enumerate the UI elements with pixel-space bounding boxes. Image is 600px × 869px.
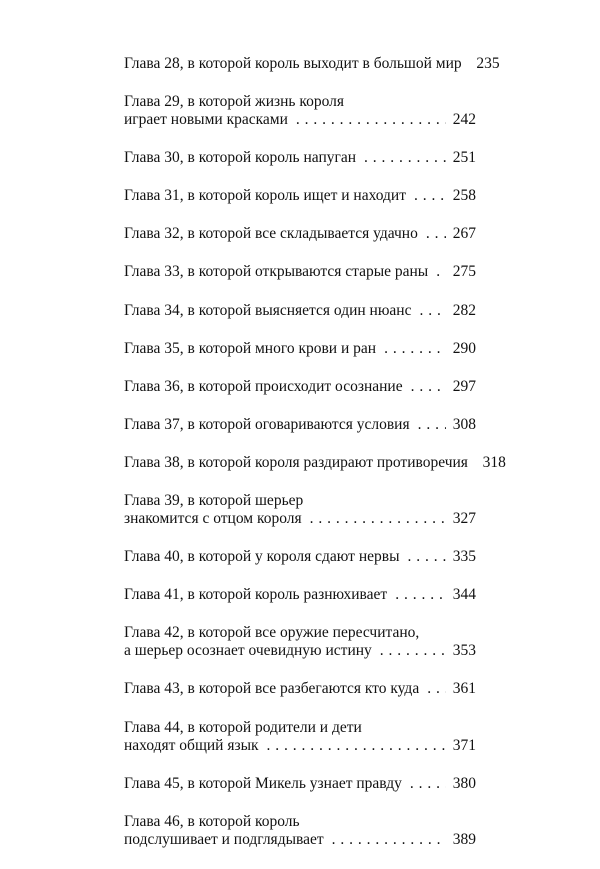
toc-page-number: 258 [452, 187, 476, 205]
toc-entry-title: Глава 35, в которой много крови и ран [124, 339, 377, 357]
toc-entry-title: знакомится с отцом короля [124, 510, 302, 528]
toc-entry-line [124, 831, 476, 849]
toc-entry-line [124, 225, 476, 243]
toc-entry [124, 624, 476, 660]
toc-entry-line [124, 416, 476, 434]
toc-entry-title: Глава 29, в которой жизнь короля [124, 93, 345, 111]
toc-entry-line [124, 55, 500, 73]
toc-entry-title: Глава 44, в которой родители и дети [124, 718, 362, 736]
toc-page-number: 308 [452, 415, 476, 433]
toc-entry [124, 416, 476, 434]
toc-page-number: 353 [452, 642, 476, 660]
toc-entry-line [124, 111, 476, 129]
dot-leader [310, 510, 446, 528]
toc-page-number: 361 [452, 680, 476, 698]
toc-entry-title: играет новыми красками [124, 111, 288, 129]
dot-leader [332, 831, 446, 849]
toc-entry [124, 93, 476, 129]
toc-entry-title: а шерьер осознает очевидную истину [124, 642, 372, 660]
toc-entry [124, 340, 476, 358]
dot-leader [427, 680, 446, 698]
dot-leader [384, 340, 446, 358]
toc-entry-title: Глава 39, в которой шерьер [124, 492, 304, 510]
toc-page-number: 275 [452, 263, 476, 281]
toc-entry [124, 263, 476, 281]
toc-entry-line [124, 586, 476, 604]
toc-entry [124, 813, 476, 849]
toc-entry-line [124, 378, 476, 396]
toc-entry [124, 149, 476, 167]
toc-entry-line [124, 187, 476, 205]
toc-entry-line [124, 302, 476, 320]
toc-entry-line [124, 737, 476, 755]
toc-entry [124, 680, 476, 698]
toc-page-number: 327 [452, 510, 476, 528]
toc-entry [124, 55, 500, 73]
toc-page-number: 344 [452, 586, 476, 604]
toc-entry-title: Глава 31, в которой король ищет и находит [124, 187, 406, 205]
toc-entry-line [124, 340, 476, 358]
toc-page-number: 380 [452, 774, 476, 792]
toc-entry-title: Глава 46, в которой король [124, 812, 300, 830]
toc-entry [124, 586, 476, 604]
toc-entry [124, 302, 476, 320]
toc-entry-title: Глава 30, в которой король напуган [124, 149, 357, 167]
table-of-contents [124, 55, 506, 869]
dot-leader [407, 548, 446, 566]
toc-entry-title: Глава 43, в которой все разбегаются кто куда [124, 680, 420, 698]
toc-entry [124, 492, 476, 528]
toc-entry-title: подслушивает и подглядывает [124, 830, 324, 848]
toc-page-number: 290 [452, 339, 476, 357]
toc-page-number: 335 [452, 548, 476, 566]
toc-page-number: 297 [452, 377, 476, 395]
toc-entry-line [124, 453, 506, 472]
toc-page-number: 242 [452, 111, 476, 129]
dot-leader [410, 775, 446, 793]
toc-entry-line [124, 263, 476, 281]
toc-entry-line [124, 680, 476, 698]
toc-entry-line [124, 719, 476, 737]
dot-leader [411, 378, 446, 396]
toc-entry [124, 453, 506, 472]
toc-entry [124, 378, 476, 396]
toc-page-number: 389 [452, 830, 476, 848]
toc-entry-title: Глава 32, в которой все складывается удачно [124, 225, 418, 243]
toc-entry-title: Глава 36, в которой происходит осознание [124, 377, 403, 395]
toc-entry-title: Глава 28, в которой король выходит в большой мир [124, 55, 462, 72]
toc-page-number: 267 [452, 225, 476, 243]
toc-entry-title: Глава 37, в которой оговариваются условия [124, 415, 410, 433]
toc-entry-line [124, 149, 476, 167]
toc-entry [124, 548, 476, 566]
toc-entry-line [124, 813, 476, 831]
toc-entry-title: Глава 33, в которой открываются старые раны [124, 263, 429, 281]
toc-entry-title: Глава 34, в которой выясняется один нюанс [124, 301, 412, 319]
toc-entry-line [124, 510, 476, 528]
dot-leader [380, 642, 446, 660]
toc-entry-title: Глава 38, в которой короля раздирают противоречия [124, 453, 468, 471]
dot-leader [419, 302, 446, 320]
toc-page-number: 235 [476, 55, 500, 72]
toc-entry [124, 775, 476, 793]
toc-entry-line [124, 775, 476, 793]
toc-entry [124, 719, 476, 755]
dot-leader [364, 149, 446, 167]
toc-entry-title: Глава 42, в которой все оружие пересчитано, [124, 624, 420, 642]
dot-leader [267, 737, 446, 755]
dot-leader [418, 416, 446, 434]
dot-leader [436, 263, 446, 281]
toc-entry [124, 225, 476, 243]
toc-page-number: 318 [482, 453, 506, 471]
toc-entry-line [124, 624, 476, 642]
toc-page-number: 282 [452, 301, 476, 319]
toc-entry-title: находят общий язык [124, 736, 259, 754]
toc-entry [124, 187, 476, 205]
dot-leader [426, 225, 446, 243]
toc-entry-title: Глава 45, в которой Микель узнает правду [124, 774, 402, 792]
toc-entry-title: Глава 41, в которой король разнюхивает [124, 586, 388, 604]
toc-page-number: 371 [452, 736, 476, 754]
toc-entry-line [124, 93, 476, 111]
dot-leader [395, 586, 446, 604]
toc-entry-line [124, 642, 476, 660]
dot-leader [296, 111, 446, 129]
toc-entry-line [124, 548, 476, 566]
toc-entry-title: Глава 40, в которой у короля сдают нервы [124, 548, 400, 566]
toc-page-number: 251 [452, 149, 476, 167]
dot-leader [414, 187, 446, 205]
toc-entry-line [124, 492, 476, 510]
